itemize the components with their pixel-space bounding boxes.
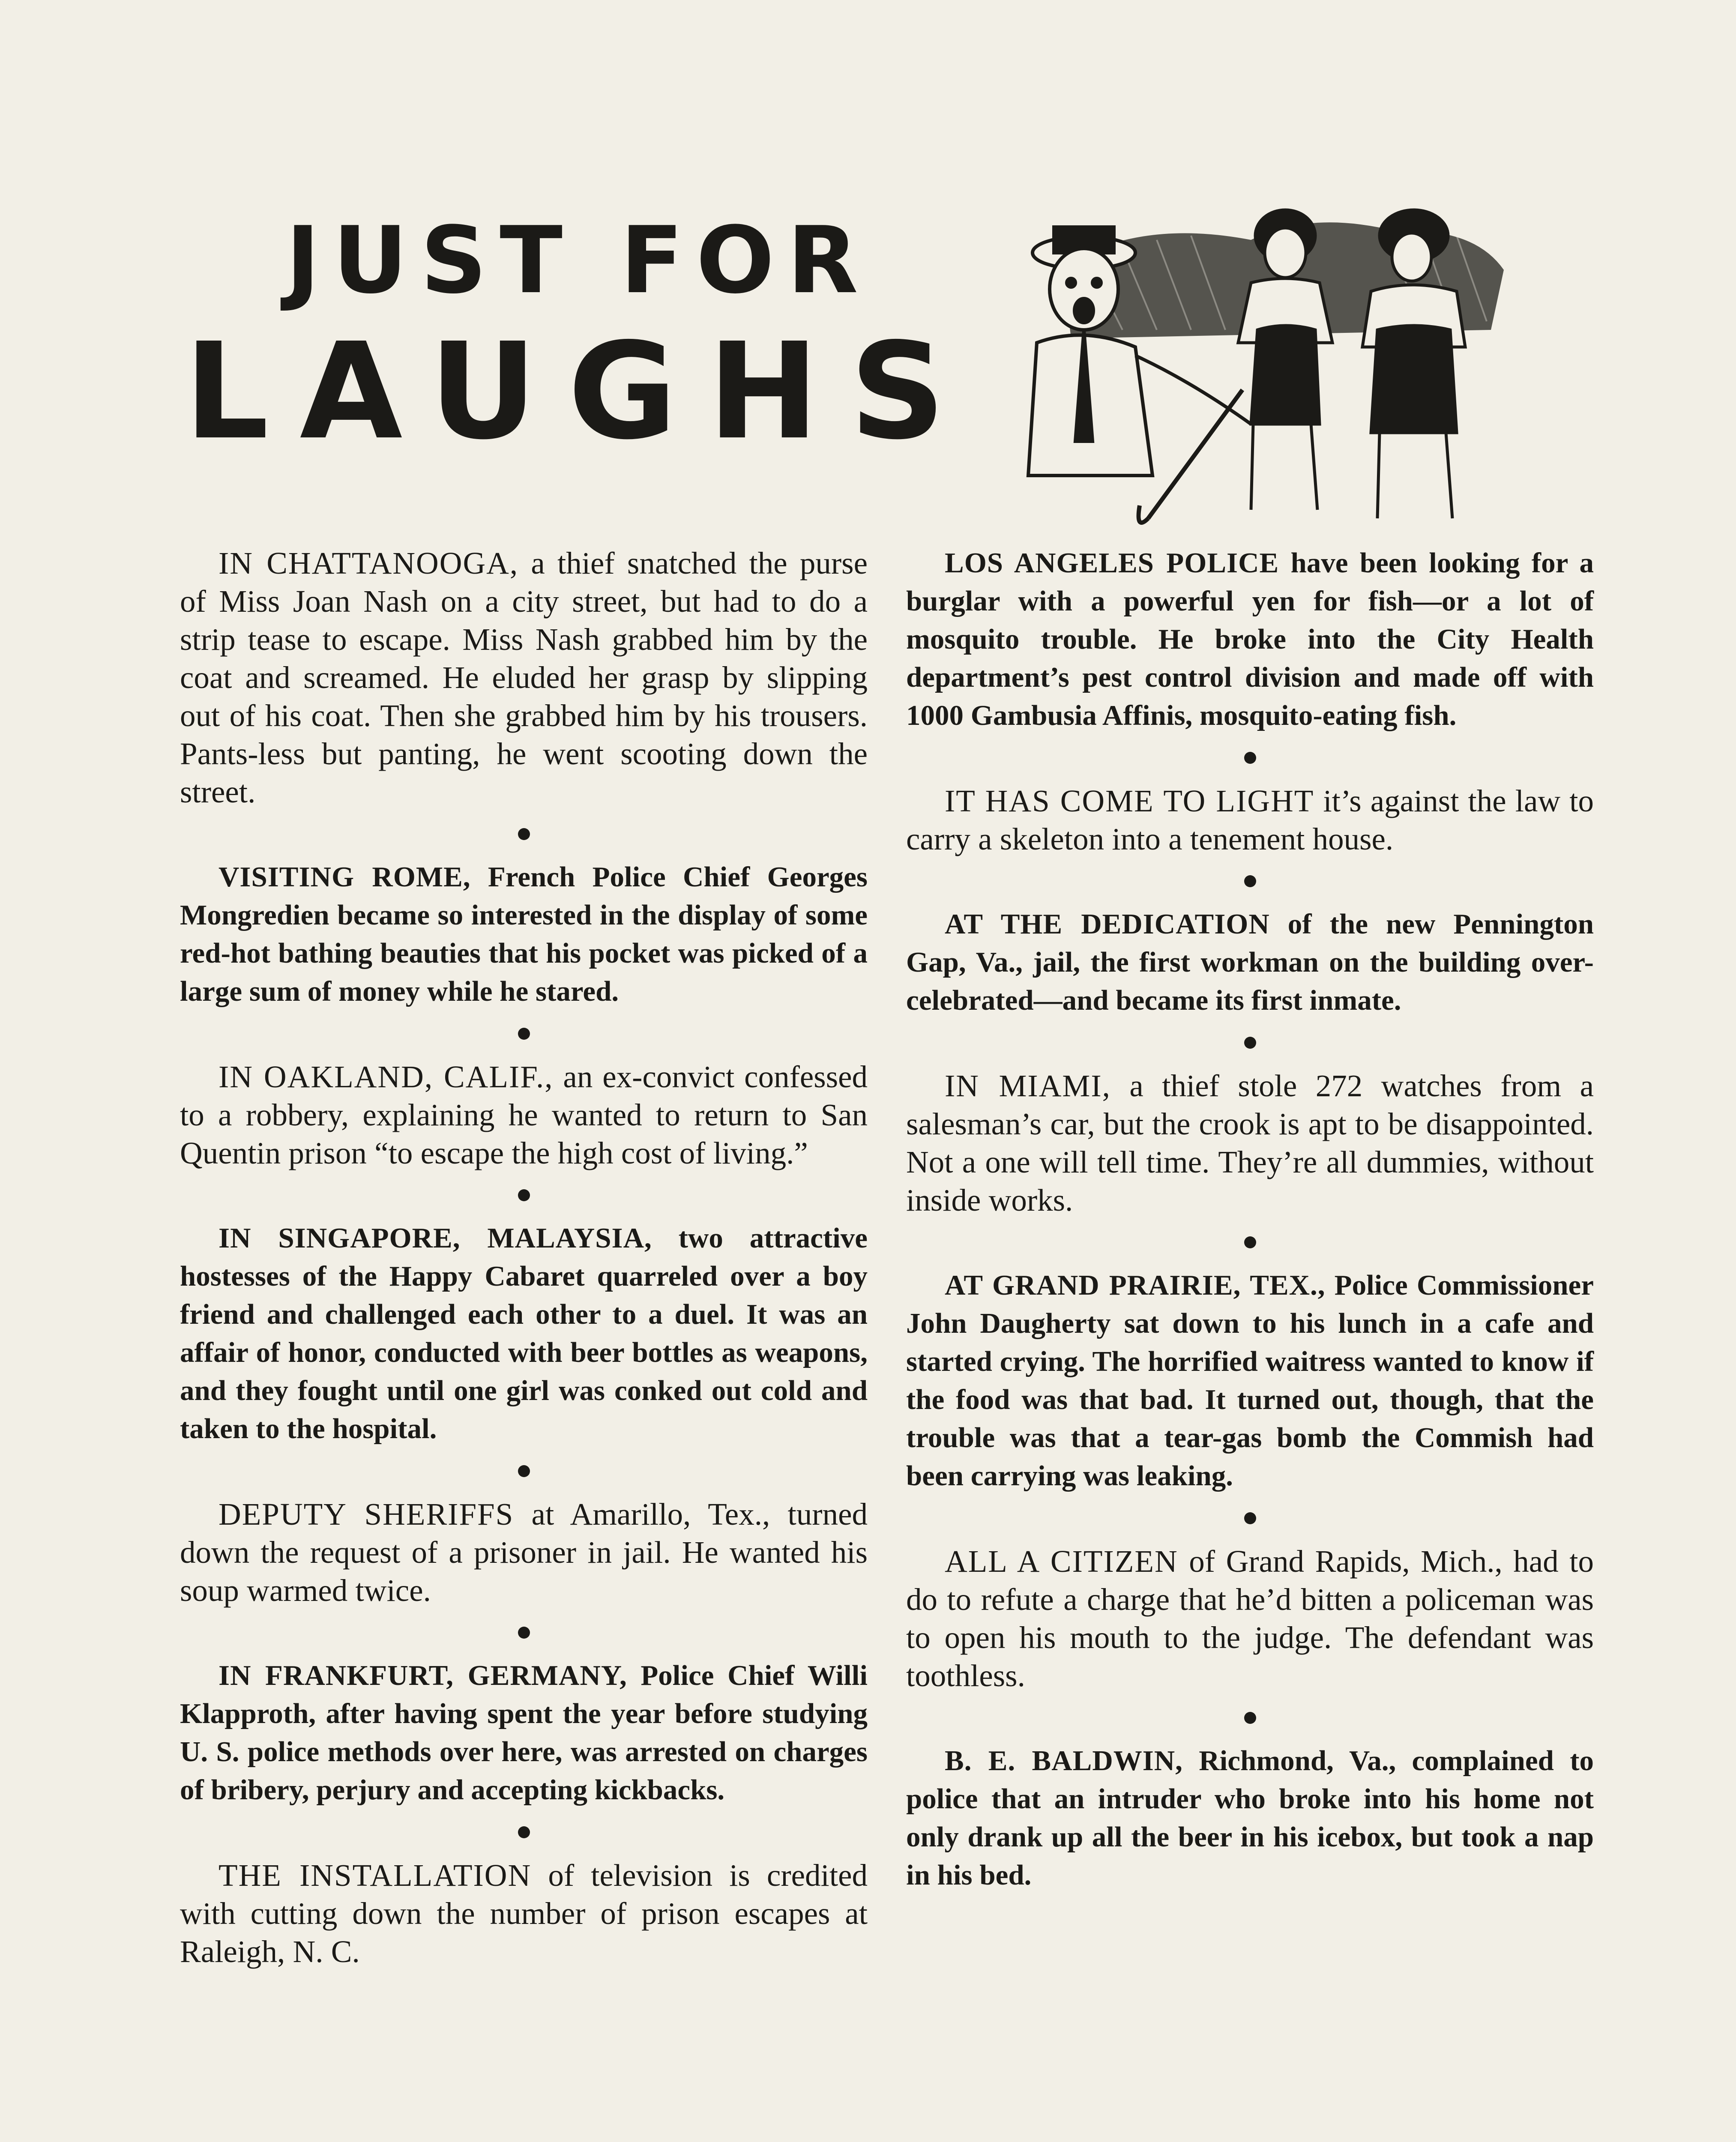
news-item: AT GRAND PRAIRIE, TEX., Police Commissioner John Daugherty sat down to his lunch in a cafe and started crying. The horrified waitress wanted to know if the food was that bad. It turned out, though, that the trouble was that a tear-gas bomb the Commish had been carrying was leaking.: [906, 1269, 1594, 1492]
news-item: VISITING ROME, French Police Chief Georges Mongredien became so interested in the display of some red-hot bathing beauties that his pocket was picked of a large sum of money while he stared.: [180, 861, 868, 1007]
bullet-separator: [1244, 1037, 1256, 1049]
news-item: THE INSTALLATION of television is credited with cutting down the number of prison escapes at Raleigh, N. C.: [180, 1858, 868, 1969]
news-item: AT THE DEDICATION of the new Pennington Gap, Va., jail, the first workman on the building over-celebrated—and became its first inmate.: [906, 908, 1594, 1016]
bullet-separator: [1244, 1512, 1256, 1524]
bullet-separator: [1244, 1236, 1256, 1248]
right-column: [906, 544, 1594, 1894]
bullet-separator: [518, 1465, 530, 1477]
bullet-separator: [1244, 752, 1256, 764]
cartoon-illustration-icon: [1011, 201, 1538, 527]
news-item: IT HAS COME TO LIGHT it’s against the law to carry a skeleton into a tenement house.: [906, 784, 1594, 856]
bullet-separator: [518, 828, 530, 840]
news-item: IN MIAMI, a thief stole 272 watches from a salesman’s car, but the crook is apt to be disappointed. Not a one will tell time. They’re all dummies, without inside works.: [906, 1068, 1594, 1218]
news-item: DEPUTY SHERIFFS at Amarillo, Tex., turned down the request of a prisoner in jail. He wanted his soup warmed twice.: [180, 1497, 868, 1608]
news-item: LOS ANGELES POLICE have been looking for a burglar with a powerful yen for fish—or a lot of mosquito trouble. He broke into the City Health department’s pest control division and made off with 1000 Gambusia Affinis, mosquito-eating fish.: [906, 547, 1594, 731]
news-item: IN FRANKFURT, GERMANY, Police Chief Willi Klapproth, after having spent the year before studying U. S. police methods over here, was arrested on charges of bribery, perjury and accepting kickbacks.: [180, 1660, 868, 1806]
left-column: [180, 544, 868, 1971]
news-item: IN OAKLAND, CALIF., an ex-convict confessed to a robbery, explaining he wanted to return to San Quentin prison “to escape the high cost of living.”: [180, 1059, 868, 1170]
bullet-separator: [518, 1189, 530, 1201]
bullet-separator: [1244, 1712, 1256, 1724]
news-item: IN CHATTANOOGA, a thief snatched the purse of Miss Joan Nash on a city street, but had to do a strip tease to escape. Miss Nash grabbed him by the coat and screamed. He eluded her grasp by slipping out of his coat. Then she grabbed him by his trousers. Pants-less but panting, he went scooting down the street.: [180, 546, 868, 809]
bullet-separator: [1244, 875, 1256, 887]
page-title-line-1: JUST FOR: [285, 206, 871, 314]
bullet-separator: [518, 1627, 530, 1639]
page-title-line-2: LAUGHS: [184, 314, 976, 469]
bullet-separator: [518, 1826, 530, 1838]
news-item: IN SINGAPORE, MALAYSIA, two attractive hostesses of the Happy Cabaret quarreled over a boy friend and challenged each other to a duel. It was an affair of honor, conducted with beer bottles as weapons, and they fought until one girl was conked out cold and taken to the hospital.: [180, 1222, 868, 1445]
bullet-separator: [518, 1028, 530, 1040]
news-item: B. E. BALDWIN, Richmond, Va., complained to police that an intruder who broke into his home not only drank up all the beer in his icebox, but took a nap in his bed.: [906, 1745, 1594, 1891]
news-item: ALL A CITIZEN of Grand Rapids, Mich., had to do to refute a charge that he’d bitten a policeman was to open his mouth to the judge. The defendant was toothless.: [906, 1544, 1594, 1693]
